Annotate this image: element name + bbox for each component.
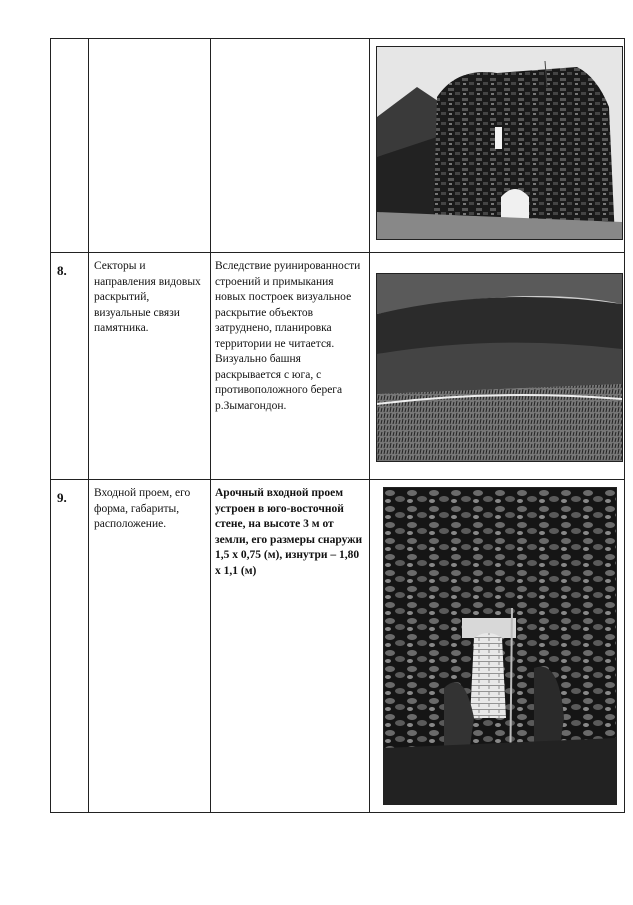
row-number: 9.: [57, 490, 67, 505]
description-cell: Вследствие руинированности строений и примыкания новых построек визуальное раскрытие объектов затруднено, планировка территории не читается. Визуально башня раскрывается с юга, с противоположного берега р.Зымагондон.: [215, 260, 361, 412]
description-cell: Арочный входной проем устроен в юго-восточной стене, на высоте 3 м от земли, его размеры снаружи 1,5 х 0,75 (м), изнутри – 1,80 х 1,1 (м): [215, 487, 363, 577]
ruined-stone-tower-photo: [376, 46, 623, 240]
row-number: 8.: [57, 263, 67, 278]
parameter-cell: Входной проем, его форма, габариты, расположение.: [94, 487, 191, 530]
mountain-slope-view-photo: [376, 273, 623, 462]
parameter-cell: Секторы и направления видовых раскрытий, визуальные связи памятника.: [94, 260, 201, 334]
arched-entrance-photo: [383, 487, 617, 805]
